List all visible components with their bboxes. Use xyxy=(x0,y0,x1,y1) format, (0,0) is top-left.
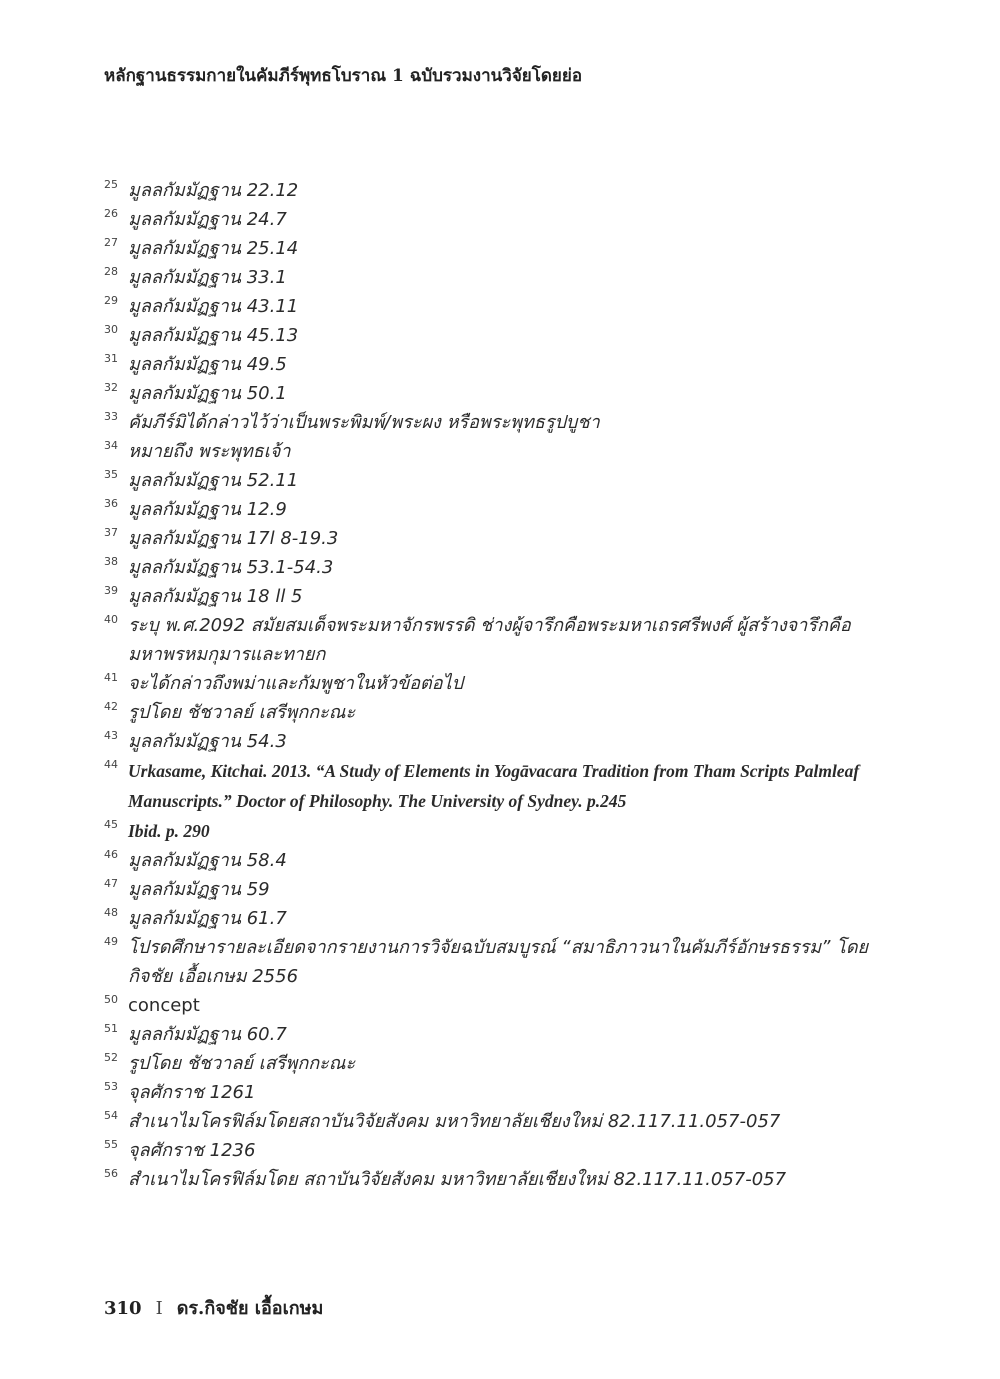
footnote-number: 47 xyxy=(104,877,118,890)
page-footer xyxy=(104,1293,323,1322)
footnote-item xyxy=(104,727,874,756)
footnote-number: 33 xyxy=(104,410,118,423)
footnote-item xyxy=(104,350,874,379)
footnote-item xyxy=(104,875,874,904)
footnote-number: 39 xyxy=(104,584,118,597)
footnote-number: 38 xyxy=(104,555,118,568)
footnote-item xyxy=(104,553,874,582)
footnote-item xyxy=(104,321,874,350)
footnote-number: 25 xyxy=(104,178,118,191)
footnote-text: จุลศักราช 1236 xyxy=(128,1140,256,1161)
footnote-item xyxy=(104,756,874,816)
footnote-text: ระบุ พ.ศ.2092 สมัยสมเด็จพระมหาจักรพรรดิ ช่างผู้จารึกคือพระมหาเถรศรีพงศ์ ผู้สร้างจารึกคือ มหาพรหมกุมารและทายก xyxy=(128,615,851,665)
footnote-text: โปรดศึกษารายละเอียดจากรายงานการวิจัยฉบับสมบูรณ์ “สมาธิภาวนาในคัมภีร์อักษรธรรม” โดย กิจชัย เอื้อเกษม 2556 xyxy=(128,937,869,987)
footnote-item xyxy=(104,669,874,698)
footnote-item xyxy=(104,176,874,205)
footnote-text: รูปโดย ชัชวาลย์ เสรีพุกกะณะ xyxy=(128,702,356,723)
footnote-text: มูลลกัมมัฏฐาน 25.14 xyxy=(128,238,299,259)
footnote-item xyxy=(104,611,874,669)
footnote-item xyxy=(104,1107,874,1136)
footnote-number: 35 xyxy=(104,468,118,481)
footnote-number: 45 xyxy=(104,818,118,831)
footnote-text: มูลลกัมมัฏฐาน 58.4 xyxy=(128,850,287,871)
footnote-item xyxy=(104,698,874,727)
footnote-item xyxy=(104,524,874,553)
footnote-item xyxy=(104,582,874,611)
footnote-text: มูลลกัมมัฏฐาน 60.7 xyxy=(128,1024,287,1045)
footnote-item xyxy=(104,292,874,321)
footnote-number: 50 xyxy=(104,993,118,1006)
footer-separator: I xyxy=(155,1298,163,1319)
footnote-text: มูลลกัมมัฏฐาน 50.1 xyxy=(128,383,287,404)
footnote-text: มูลลกัมมัฏฐาน 49.5 xyxy=(128,354,287,375)
footnote-number: 36 xyxy=(104,497,118,510)
footnote-text: Ibid. p. 290 xyxy=(128,821,210,841)
footnote-text: มูลลกัมมัฏฐาน 54.3 xyxy=(128,731,287,752)
footnote-text: มูลลกัมมัฏฐาน 59 xyxy=(128,879,270,900)
footnote-text: concept xyxy=(128,995,200,1016)
footnote-item xyxy=(104,933,874,991)
footnote-item xyxy=(104,1165,874,1194)
footnote-number: 49 xyxy=(104,935,118,948)
footnote-text: มูลลกัมมัฏฐาน 12.9 xyxy=(128,499,287,520)
footnote-item xyxy=(104,846,874,875)
footnote-number: 42 xyxy=(104,700,118,713)
footnote-number: 31 xyxy=(104,352,118,365)
footnote-item xyxy=(104,991,874,1020)
footnote-number: 29 xyxy=(104,294,118,307)
footnote-text: มูลลกัมมัฏฐาน 22.12 xyxy=(128,180,299,201)
footnote-number: 30 xyxy=(104,323,118,336)
footnote-number: 28 xyxy=(104,265,118,278)
footnote-number: 44 xyxy=(104,758,118,771)
footnote-item xyxy=(104,1078,874,1107)
footnote-item xyxy=(104,263,874,292)
footnote-text: มูลลกัมมัฏฐาน 43.11 xyxy=(128,296,299,317)
footnote-item xyxy=(104,408,874,437)
footnote-text: จุลศักราช 1261 xyxy=(128,1082,256,1103)
footnote-text: มูลลกัมมัฏฐาน 18 ll 5 xyxy=(128,586,303,607)
footnote-number: 37 xyxy=(104,526,118,539)
footnote-text: มูลลกัมมัฏฐาน 53.1-54.3 xyxy=(128,557,334,578)
footnote-number: 55 xyxy=(104,1138,118,1151)
footnote-number: 34 xyxy=(104,439,118,452)
footnote-item xyxy=(104,379,874,408)
footnote-text: มูลลกัมมัฏฐาน 33.1 xyxy=(128,267,287,288)
footnote-item xyxy=(104,234,874,263)
footnote-text: สำเนาไมโครฟิล์มโดยสถาบันวิจัยสังคม มหาวิทยาลัยเชียงใหม่ 82.117.11.057-057 xyxy=(128,1111,781,1132)
footer-author: ดร.กิจชัย เอื้อเกษม xyxy=(176,1298,324,1319)
footnote-number: 32 xyxy=(104,381,118,394)
footnote-text: มูลลกัมมัฏฐาน 17l 8-19.3 xyxy=(128,528,339,549)
footnote-number: 48 xyxy=(104,906,118,919)
footnote-number: 51 xyxy=(104,1022,118,1035)
footnote-item xyxy=(104,1020,874,1049)
footnote-text: คัมภีร์มิได้กล่าวไว้ว่าเป็นพระพิมพ์/พระผง หรือพระพุทธรูปบูชา xyxy=(128,412,600,433)
footnote-number: 43 xyxy=(104,729,118,742)
footnote-text: มูลลกัมมัฏฐาน 61.7 xyxy=(128,908,287,929)
footnote-number: 54 xyxy=(104,1109,118,1122)
footnote-item xyxy=(104,466,874,495)
footnote-item xyxy=(104,1136,874,1165)
footnote-item xyxy=(104,205,874,234)
running-header-title: หลักฐานธรรมกายในคัมภีร์พุทธโบราณ 1 ฉบับรวมงานวิจัยโดยย่อ xyxy=(104,66,583,86)
footnote-number: 56 xyxy=(104,1167,118,1180)
footnote-number: 41 xyxy=(104,671,118,684)
footnote-list xyxy=(104,176,874,1194)
page-number: 310 xyxy=(104,1298,142,1319)
footnote-item xyxy=(104,495,874,524)
footnote-number: 46 xyxy=(104,848,118,861)
footnote-number: 53 xyxy=(104,1080,118,1093)
footnote-text: จะได้กล่าวถึงพม่าและกัมพูชาในหัวข้อต่อไป xyxy=(128,673,464,694)
footnote-item xyxy=(104,1049,874,1078)
footnote-text: Urkasame, Kitchai. 2013. “A Study of Elements in Yogāvacara Tradition from Tham Scripts Palmleaf Manuscripts.” Doctor of Philosophy. The University of Sydney. p.245 xyxy=(128,761,860,811)
footnote-number: 40 xyxy=(104,613,118,626)
footnote-item xyxy=(104,437,874,466)
footnote-text: มูลลกัมมัฏฐาน 24.7 xyxy=(128,209,287,230)
footnote-text: สำเนาไมโครฟิล์มโดย สถาบันวิจัยสังคม มหาวิทยาลัยเชียงใหม่ 82.117.11.057-057 xyxy=(128,1169,787,1190)
footnote-text: มูลลกัมมัฏฐาน 45.13 xyxy=(128,325,299,346)
footnote-number: 27 xyxy=(104,236,118,249)
footnote-text: รูปโดย ชัชวาลย์ เสรีพุกกะณะ xyxy=(128,1053,356,1074)
footnote-number: 26 xyxy=(104,207,118,220)
footnote-item xyxy=(104,816,874,846)
footnote-text: มูลลกัมมัฏฐาน 52.11 xyxy=(128,470,299,491)
footnote-item xyxy=(104,904,874,933)
footnote-number: 52 xyxy=(104,1051,118,1064)
footnote-text: หมายถึง พระพุทธเจ้า xyxy=(128,441,291,462)
